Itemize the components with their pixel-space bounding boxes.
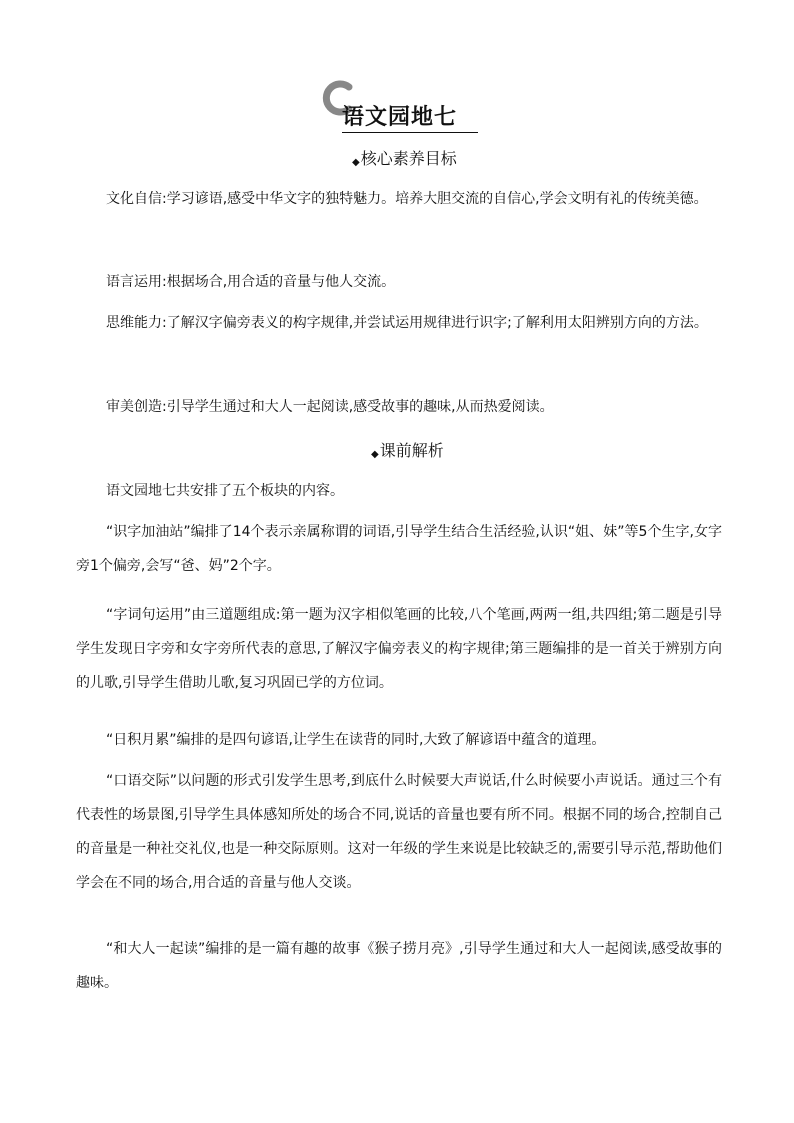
goal-paragraph: 语言运用:根据场合,用合适的音量与他人交流。 xyxy=(106,274,396,290)
analysis-paragraph: “口语交际”以问题的形式引发学生思考,到底什么时候要大声说话,什么时候要小声说话。通过三个有代表性的场景图,引导学生具体感知所处的场合不同,说话的音量也要有所不同。根据不同的场合,控制自己的音量是一种社交礼仪,也是一种交际原则。这对一年级的学生来说是比较缺乏的,需要引导示范,帮助他们学会在不同的场合,用合适的音量与他人交谈。 xyxy=(76,773,722,891)
analysis-paragraph: “识字加油站”编排了14个表示亲属称谓的词语,引导学生结合生活经验,认识“姐、妹”等5个生字,女字旁1个偏旁,会写“爸、妈”2个字。 xyxy=(76,524,722,574)
section-heading-analysis: ◆课前解析 xyxy=(371,441,444,460)
section-heading-goals: ◆核心素养目标 xyxy=(352,149,457,168)
diamond-bullet-icon: ◆ xyxy=(371,449,379,460)
analysis-paragraph: “日积月累”编排的是四句谚语,让学生在读背的同时,大致了解谚语中蕴含的道理。 xyxy=(106,732,606,748)
goal-paragraph: 思维能力:了解汉字偏旁表义的构字规律,并尝试运用规律进行识字;了解利用太阳辨别方向的方法。 xyxy=(106,315,708,331)
goal-paragraph: 审美创造:引导学生通过和大人一起阅读,感受故事的趣味,从而热爱阅读。 xyxy=(106,399,554,415)
analysis-paragraph: “字词句运用”由三道题组成:第一题为汉字相似笔画的比较,八个笔画,两两一组,共四组;第二题是引导学生发现日字旁和女字旁所代表的意思,了解汉字偏旁表义的构字规律;第三题编排的是一首关于辨别方向的儿歌,引导学生借助儿歌,复习巩固已学的方位词。 xyxy=(76,607,722,691)
page-title: 语文园地七 xyxy=(342,105,458,130)
page-title-banner xyxy=(316,78,478,136)
title-underline xyxy=(342,132,478,133)
analysis-paragraph: 语文园地七共安排了五个板块的内容。 xyxy=(106,483,344,499)
analysis-paragraph: “和大人一起读”编排的是一篇有趣的故事《猴子捞月亮》,引导学生通过和大人一起阅读,感受故事的趣味。 xyxy=(76,941,722,991)
goal-paragraph: 文化自信:学习谚语,感受中华文字的独特魅力。培养大胆交流的自信心,学会文明有礼的传统美德。 xyxy=(106,191,708,207)
diamond-bullet-icon: ◆ xyxy=(352,157,360,168)
